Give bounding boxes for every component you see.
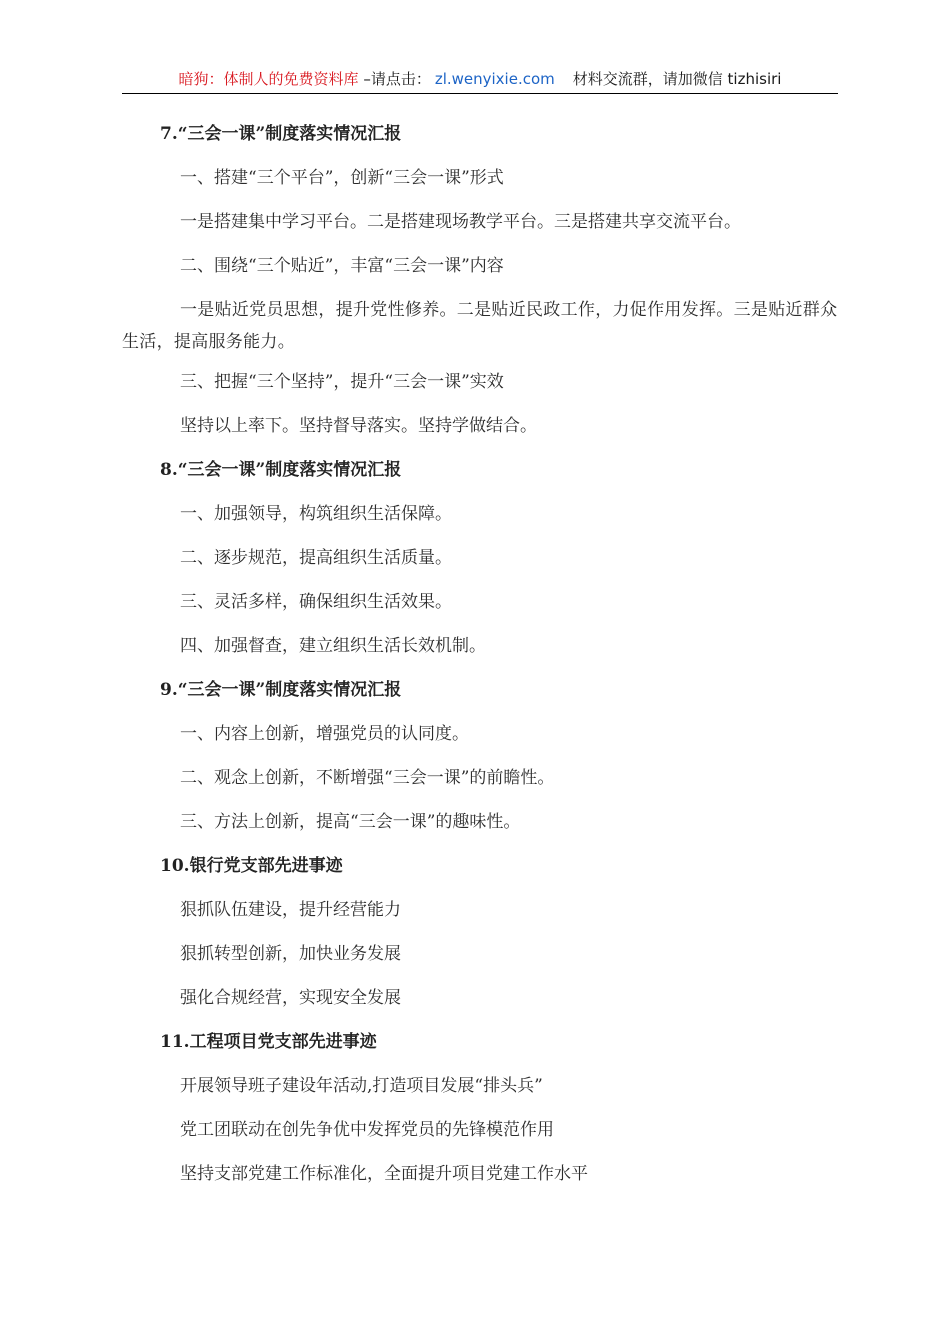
section-8	[122, 458, 838, 678]
paragraph: 二、围绕“三个贴近”，丰富“三会一课”内容	[180, 256, 504, 276]
paragraph: 二、逐步规范，提高组织生活质量。	[180, 548, 452, 568]
paragraph: 党工团联动在创先争优中发挥党员的先锋模范作用	[180, 1120, 554, 1140]
section-heading: 10.银行党支部先进事迹	[160, 856, 343, 876]
paragraph: 强化合规经营，实现安全发展	[180, 988, 401, 1008]
paragraph: 二、观念上创新，不断增强“三会一课”的前瞻性。	[180, 768, 555, 788]
paragraph: 开展领导班子建设年活动,打造项目发展“排头兵”	[180, 1076, 543, 1096]
section-10	[122, 854, 838, 1030]
section-heading: 9.“三会一课”制度落实情况汇报	[160, 680, 402, 700]
paragraph: 一、搭建“三个平台”，创新“三会一课”形式	[180, 168, 504, 188]
section-heading: 11.工程项目党支部先进事迹	[160, 1032, 377, 1052]
paragraph: 一是搭建集中学习平台。二是搭建现场教学平台。三是搭建共享交流平台。	[180, 212, 741, 232]
paragraph: 一、加强领导，构筑组织生活保障。	[180, 504, 452, 524]
header-brand: 暗狗：体制人的免费资料库	[178, 70, 359, 88]
header-click-text: –请点击：	[358, 70, 431, 88]
paragraph: 坚持以上率下。坚持督导落实。坚持学做结合。	[180, 416, 537, 436]
paragraph: 一、内容上创新，增强党员的认同度。	[180, 724, 469, 744]
section-heading: 7.“三会一课”制度落实情况汇报	[160, 124, 402, 144]
section-9	[122, 678, 838, 854]
header-link[interactable]: zl.wenyixie.com	[434, 70, 555, 88]
section-11	[122, 1030, 838, 1206]
header-wechat-note: 材料交流群，请加微信 tizhisiri	[572, 70, 782, 88]
paragraph: 三、把握“三个坚持”，提升“三会一课”实效	[180, 372, 504, 392]
paragraph: 四、加强督查，建立组织生活长效机制。	[180, 636, 486, 656]
section-7	[122, 122, 838, 458]
paragraph: 三、灵活多样，确保组织生活效果。	[180, 592, 452, 612]
paragraph: 狠抓转型创新，加快业务发展	[180, 944, 401, 964]
paragraph: 三、方法上创新，提高“三会一课”的趣味性。	[180, 812, 521, 832]
page-header	[122, 66, 838, 94]
document-body	[122, 122, 838, 1206]
paragraph: 狠抓队伍建设，提升经营能力	[180, 900, 401, 920]
paragraph: 一是贴近党员思想，提升党性修养。二是贴近民政工作，力促作用发挥。三是贴近群众生活，提高服务能力。	[122, 300, 838, 352]
paragraph: 坚持支部党建工作标准化，全面提升项目党建工作水平	[180, 1164, 588, 1184]
section-heading: 8.“三会一课”制度落实情况汇报	[160, 460, 402, 480]
